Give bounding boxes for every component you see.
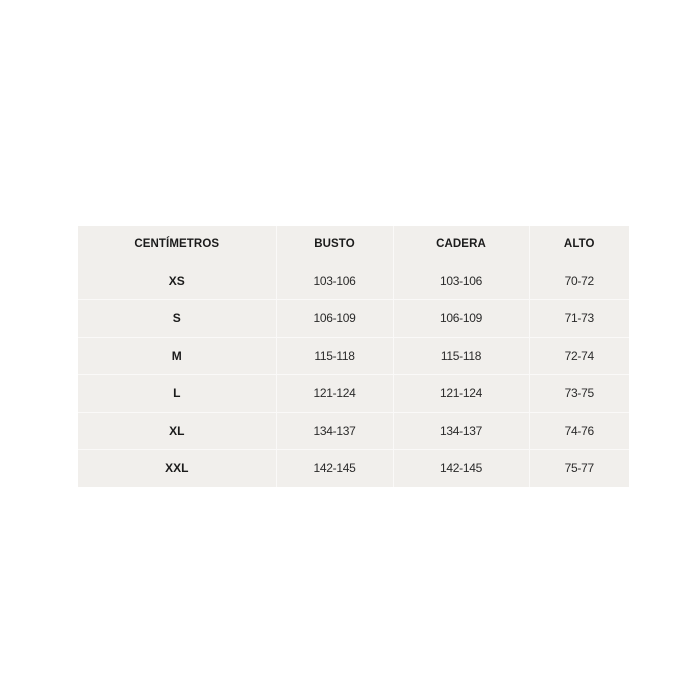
cadera-value: 121-124 xyxy=(393,375,529,413)
table-row xyxy=(78,412,629,450)
header-alto: ALTO xyxy=(563,238,595,251)
cadera-value: 106-109 xyxy=(393,300,529,338)
cadera-value: 103-106 xyxy=(393,263,529,300)
size-chart-table xyxy=(78,226,629,487)
alto-value: 74-76 xyxy=(529,412,629,450)
alto-value: 73-75 xyxy=(529,375,629,413)
cadera-value: 134-137 xyxy=(393,412,529,450)
busto-value: 103-106 xyxy=(276,263,393,300)
header-busto: BUSTO xyxy=(276,226,393,263)
table-row xyxy=(78,263,629,300)
size-label: XS xyxy=(78,263,276,300)
busto-value: 115-118 xyxy=(276,337,393,375)
header-row xyxy=(78,226,629,263)
header-centimetros: CENTÍMETROS xyxy=(78,226,276,263)
table-row xyxy=(78,300,629,338)
alto-value: 71-73 xyxy=(529,300,629,338)
size-label: XXL xyxy=(78,450,276,487)
alto-value: 75-77 xyxy=(564,461,594,476)
size-label: XL xyxy=(78,412,276,450)
size-label: L xyxy=(78,375,276,413)
alto-value: 72-74 xyxy=(529,337,629,375)
cadera-value: 142-145 xyxy=(393,450,529,487)
size-label: S xyxy=(78,300,276,338)
busto-value: 134-137 xyxy=(276,412,393,450)
cadera-value: 115-118 xyxy=(393,337,529,375)
table-row xyxy=(78,375,629,413)
busto-value: 121-124 xyxy=(276,375,393,413)
header-cadera: CADERA xyxy=(393,226,529,263)
table-row xyxy=(78,337,629,375)
alto-value: 70-72 xyxy=(529,263,629,300)
table-row xyxy=(78,450,629,487)
size-label: M xyxy=(78,337,276,375)
busto-value: 106-109 xyxy=(276,300,393,338)
busto-value: 142-145 xyxy=(276,450,393,487)
